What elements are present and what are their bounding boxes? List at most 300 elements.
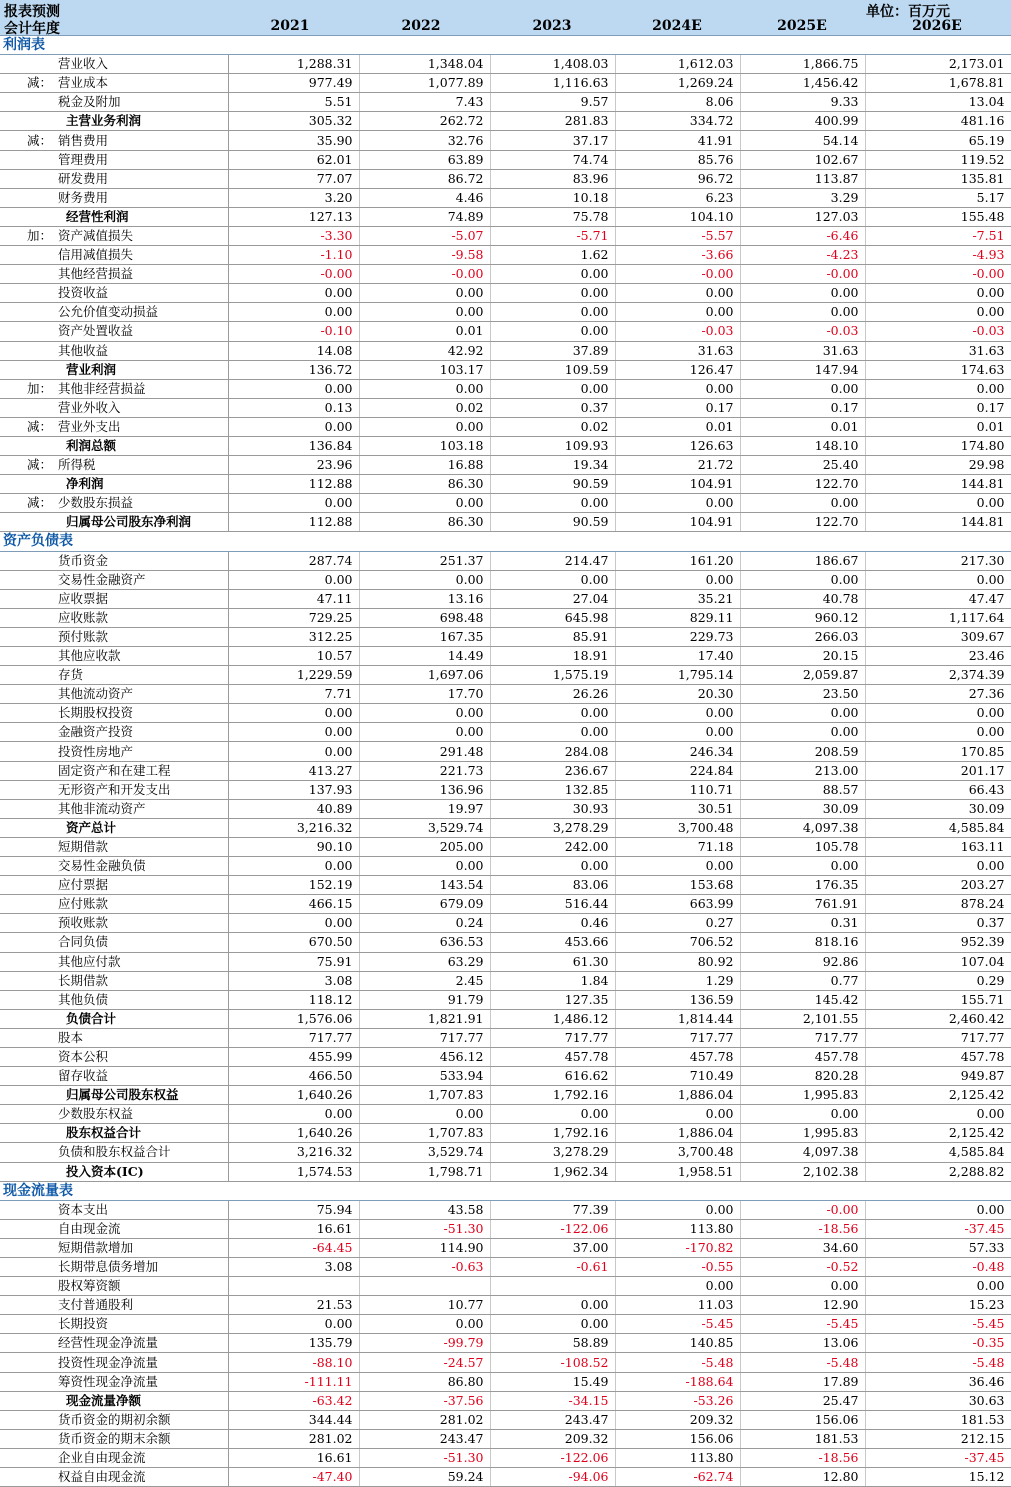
value-cell: 0.01 [740,417,865,436]
value-cell: -0.10 [228,322,359,341]
value-cell: 102.67 [740,150,865,169]
value-cell: 284.08 [490,742,615,761]
row-prefix [0,360,58,379]
row-label: 留存收益 [58,1067,228,1086]
table-row [0,685,1011,704]
value-cell: -0.03 [615,322,740,341]
value-cell: 1,886.04 [615,1086,740,1105]
value-cell: 15.23 [865,1296,1011,1315]
value-cell: 0.00 [359,857,490,876]
table-row [0,570,1011,589]
value-cell: 281.02 [228,1429,359,1448]
row-prefix [0,150,58,169]
value-cell: 4,097.38 [740,818,865,837]
value-cell: 0.02 [490,417,615,436]
value-cell: -3.30 [228,226,359,245]
row-label: 其他非经营损益 [58,379,228,398]
value-cell: 533.94 [359,1067,490,1086]
value-cell: 2,173.01 [865,55,1011,74]
value-cell: 0.00 [740,1105,865,1124]
value-cell: -108.52 [490,1353,615,1372]
table-row [0,1219,1011,1238]
value-cell: 132.85 [490,780,615,799]
value-cell: 20.15 [740,647,865,666]
value-cell: 0.00 [490,723,615,742]
row-prefix: 加： [0,226,58,245]
value-cell: 0.00 [359,704,490,723]
value-cell: 0.00 [228,303,359,322]
value-cell: 616.62 [490,1067,615,1086]
value-cell: 30.93 [490,799,615,818]
value-cell: 40.78 [740,589,865,608]
value-cell: 113.80 [615,1219,740,1238]
value-cell: 35.21 [615,589,740,608]
value-cell: 0.00 [615,857,740,876]
row-label: 利润总额 [58,436,228,455]
forecast-table [0,36,1011,1487]
row-prefix [0,914,58,933]
value-cell: 3,529.74 [359,818,490,837]
table-row [0,1277,1011,1296]
value-cell: 90.10 [228,837,359,856]
value-cell: 455.99 [228,1047,359,1066]
value-cell: 40.89 [228,799,359,818]
value-cell: 155.48 [865,207,1011,226]
value-cell: 181.53 [865,1410,1011,1429]
value-cell: 29.98 [865,456,1011,475]
value-cell: 23.46 [865,647,1011,666]
year-header: 2022 [401,18,441,34]
value-cell: -0.00 [865,265,1011,284]
table-row [0,990,1011,1009]
section-header [0,36,1011,55]
value-cell: -188.64 [615,1372,740,1391]
value-cell: 83.06 [490,876,615,895]
value-cell: 122.70 [740,513,865,532]
value-cell: 0.00 [228,914,359,933]
value-cell: -18.56 [740,1219,865,1238]
value-cell: 1,821.91 [359,1009,490,1028]
table-row [0,895,1011,914]
value-cell: 400.99 [740,112,865,131]
value-cell: 119.52 [865,150,1011,169]
value-cell: 74.89 [359,207,490,226]
value-cell: 126.63 [615,436,740,455]
value-cell: 2,125.42 [865,1086,1011,1105]
value-cell: 16.88 [359,456,490,475]
value-cell: 3,529.74 [359,1143,490,1162]
value-cell: -62.74 [615,1468,740,1487]
value-cell: 0.00 [490,284,615,303]
value-cell: 1,229.59 [228,666,359,685]
value-cell: 344.44 [228,1410,359,1429]
value-cell: 0.37 [865,914,1011,933]
value-cell: 86.72 [359,169,490,188]
value-cell: 1,814.44 [615,1009,740,1028]
value-cell: 0.00 [359,1315,490,1334]
value-cell: -5.48 [615,1353,740,1372]
value-cell: 0.00 [615,303,740,322]
value-cell: 127.35 [490,990,615,1009]
value-cell: 0.17 [865,398,1011,417]
value-cell: 104.91 [615,513,740,532]
row-prefix [0,1296,58,1315]
value-cell: 107.04 [865,952,1011,971]
table-row [0,742,1011,761]
value-cell: 0.00 [865,723,1011,742]
row-label: 预付账款 [58,627,228,646]
value-cell: 4,585.84 [865,1143,1011,1162]
value-cell: 2,288.82 [865,1162,1011,1181]
row-label: 经营性利润 [58,207,228,226]
table-row [0,456,1011,475]
value-cell: 140.85 [615,1334,740,1353]
row-label: 营业外支出 [58,417,228,436]
value-cell: -111.11 [228,1372,359,1391]
value-cell: 516.44 [490,895,615,914]
value-cell: 2,374.39 [865,666,1011,685]
value-cell: 2,102.38 [740,1162,865,1181]
value-cell: 698.48 [359,608,490,627]
value-cell: 1,707.83 [359,1086,490,1105]
value-cell: 3,278.29 [490,1143,615,1162]
row-prefix [0,1047,58,1066]
table-row [0,246,1011,265]
value-cell: 88.57 [740,780,865,799]
value-cell: 281.02 [359,1410,490,1429]
value-cell: -122.06 [490,1448,615,1467]
value-cell: 0.00 [615,1277,740,1296]
value-cell: 148.10 [740,436,865,455]
value-cell: 114.90 [359,1238,490,1257]
value-cell: -37.56 [359,1391,490,1410]
row-prefix [0,436,58,455]
value-cell: 0.00 [228,704,359,723]
value-cell: 104.91 [615,475,740,494]
value-cell: 47.47 [865,589,1011,608]
value-cell: -0.55 [615,1258,740,1277]
row-label: 所得税 [58,456,228,475]
row-prefix [0,1372,58,1391]
value-cell: 77.39 [490,1200,615,1219]
row-prefix [0,971,58,990]
value-cell: 86.30 [359,475,490,494]
value-cell: 136.59 [615,990,740,1009]
value-cell: 42.92 [359,341,490,360]
row-label: 研发费用 [58,169,228,188]
row-label: 应收账款 [58,608,228,627]
value-cell: 5.51 [228,93,359,112]
value-cell: 221.73 [359,761,490,780]
table-row [0,207,1011,226]
row-label: 资本公积 [58,1047,228,1066]
value-cell: 0.24 [359,914,490,933]
value-cell: 36.46 [865,1372,1011,1391]
row-prefix [0,1468,58,1487]
value-cell: 0.00 [490,1105,615,1124]
table-row [0,952,1011,971]
value-cell: 717.77 [740,1028,865,1047]
value-cell: 0.00 [865,570,1011,589]
row-label: 投资收益 [58,284,228,303]
row-label: 投入资本(IC) [58,1162,228,1181]
value-cell: 43.58 [359,1200,490,1219]
row-prefix [0,1258,58,1277]
row-label: 短期借款 [58,837,228,856]
value-cell: 12.80 [740,1468,865,1487]
unit-label: 单位：百万元 [866,4,950,20]
year-header: 2024E [652,18,702,34]
row-label: 资本支出 [58,1200,228,1219]
value-cell: 65.19 [865,131,1011,150]
value-cell: 3,700.48 [615,1143,740,1162]
value-cell [490,1277,615,1296]
value-cell: 163.11 [865,837,1011,856]
value-cell: 71.18 [615,837,740,856]
value-cell: 0.00 [740,723,865,742]
row-prefix [0,685,58,704]
value-cell: 679.09 [359,895,490,914]
value-cell: 305.32 [228,112,359,131]
value-cell: 86.80 [359,1372,490,1391]
value-cell: 0.31 [740,914,865,933]
value-cell: -88.10 [228,1353,359,1372]
value-cell: 170.85 [865,742,1011,761]
row-prefix: 减： [0,417,58,436]
value-cell: 3.08 [228,971,359,990]
table-row [0,188,1011,207]
table-row [0,417,1011,436]
value-cell: 7.71 [228,685,359,704]
value-cell: 0.00 [359,303,490,322]
value-cell: 161.20 [615,551,740,570]
value-cell: 0.00 [865,1200,1011,1219]
table-row [0,322,1011,341]
value-cell: 1,408.03 [490,55,615,74]
row-label: 其他流动资产 [58,685,228,704]
value-cell: 47.11 [228,589,359,608]
table-row [0,475,1011,494]
row-label: 货币资金的期末余额 [58,1429,228,1448]
value-cell: 0.00 [615,1105,740,1124]
value-cell: 0.00 [865,1277,1011,1296]
value-cell: 0.00 [865,1105,1011,1124]
value-cell: 63.89 [359,150,490,169]
value-cell: 83.96 [490,169,615,188]
table-row [0,627,1011,646]
row-prefix [0,1219,58,1238]
value-cell: 3.08 [228,1258,359,1277]
row-prefix [0,1410,58,1429]
table-row [0,379,1011,398]
row-label: 金融资产投资 [58,723,228,742]
value-cell: 77.07 [228,169,359,188]
row-label: 长期带息债务增加 [58,1258,228,1277]
table-row [0,837,1011,856]
row-label: 存货 [58,666,228,685]
value-cell: 0.00 [865,857,1011,876]
value-cell: 0.00 [359,494,490,513]
row-label: 其他应收款 [58,647,228,666]
row-label: 归属母公司股东权益 [58,1086,228,1105]
value-cell: 66.43 [865,780,1011,799]
value-cell: 0.46 [490,914,615,933]
value-cell: 0.00 [228,1105,359,1124]
row-prefix [0,1391,58,1410]
row-prefix [0,1162,58,1181]
table-row [0,1047,1011,1066]
value-cell: 0.00 [615,284,740,303]
value-cell: -170.82 [615,1238,740,1257]
row-label: 资产减值损失 [58,226,228,245]
table-row [0,1162,1011,1181]
section-title: 资产负债表 [0,532,1011,551]
table-row [0,1448,1011,1467]
value-cell: 147.94 [740,360,865,379]
year-header: 2021 [270,18,310,34]
table-row [0,1009,1011,1028]
row-prefix [0,475,58,494]
table-row [0,933,1011,952]
row-prefix [0,837,58,856]
table-row [0,876,1011,895]
value-cell: 224.84 [615,761,740,780]
value-cell: -0.00 [615,265,740,284]
value-cell: 0.00 [865,494,1011,513]
value-cell: 21.53 [228,1296,359,1315]
value-cell: -5.45 [740,1315,865,1334]
table-row [0,112,1011,131]
row-label: 管理费用 [58,150,228,169]
row-prefix [0,876,58,895]
row-prefix: 减： [0,494,58,513]
value-cell: 63.29 [359,952,490,971]
table-row [0,284,1011,303]
value-cell: 58.89 [490,1334,615,1353]
row-prefix [0,723,58,742]
value-cell: 456.12 [359,1047,490,1066]
row-label: 少数股东权益 [58,1105,228,1124]
row-label: 交易性金融负债 [58,857,228,876]
value-cell: 136.96 [359,780,490,799]
value-cell: 37.89 [490,341,615,360]
row-label: 归属母公司股东净利润 [58,513,228,532]
value-cell: 12.90 [740,1296,865,1315]
value-cell: 0.00 [228,1315,359,1334]
value-cell: 0.00 [359,1105,490,1124]
value-cell: 663.99 [615,895,740,914]
table-row [0,169,1011,188]
value-cell: 80.92 [615,952,740,971]
value-cell: 62.01 [228,150,359,169]
value-cell: 0.01 [359,322,490,341]
table-row [0,360,1011,379]
value-cell: -5.57 [615,226,740,245]
value-cell: 0.00 [228,742,359,761]
row-label: 销售费用 [58,131,228,150]
row-label: 应付账款 [58,895,228,914]
value-cell: 0.00 [359,417,490,436]
value-cell: 1,640.26 [228,1124,359,1143]
row-label: 信用减值损失 [58,246,228,265]
value-cell: 717.77 [228,1028,359,1047]
value-cell: 0.00 [865,704,1011,723]
value-cell: 176.35 [740,876,865,895]
value-cell: 213.00 [740,761,865,780]
row-prefix [0,761,58,780]
value-cell: 1,866.75 [740,55,865,74]
value-cell: 155.71 [865,990,1011,1009]
table-row [0,647,1011,666]
value-cell: 156.06 [615,1429,740,1448]
value-cell: 0.00 [740,857,865,876]
value-cell: 126.47 [615,360,740,379]
value-cell: 201.17 [865,761,1011,780]
value-cell: -24.57 [359,1353,490,1372]
value-cell: 19.97 [359,799,490,818]
value-cell: 3.20 [228,188,359,207]
value-cell: 85.91 [490,627,615,646]
value-cell: 1,962.34 [490,1162,615,1181]
row-label: 其他负债 [58,990,228,1009]
value-cell: -34.15 [490,1391,615,1410]
value-cell: 9.33 [740,93,865,112]
value-cell: 0.00 [490,303,615,322]
row-prefix [0,1277,58,1296]
table-row [0,1353,1011,1372]
table-row [0,150,1011,169]
value-cell: 25.47 [740,1391,865,1410]
table-row [0,818,1011,837]
value-cell: 35.90 [228,131,359,150]
value-cell: 949.87 [865,1067,1011,1086]
value-cell: 2,125.42 [865,1124,1011,1143]
value-cell: 0.00 [615,494,740,513]
value-cell: 0.02 [359,398,490,417]
row-prefix [0,1105,58,1124]
row-prefix [0,1028,58,1047]
table-row [0,704,1011,723]
value-cell: 92.86 [740,952,865,971]
value-cell: -5.45 [615,1315,740,1334]
value-cell: 26.26 [490,685,615,704]
value-cell: 717.77 [865,1028,1011,1047]
value-cell: 878.24 [865,895,1011,914]
row-prefix [0,780,58,799]
value-cell: -0.48 [865,1258,1011,1277]
value-cell: 90.59 [490,513,615,532]
value-cell: 262.72 [359,112,490,131]
row-prefix: 加： [0,379,58,398]
row-label: 其他经营损益 [58,265,228,284]
value-cell: 0.27 [615,914,740,933]
value-cell: 1,995.83 [740,1086,865,1105]
table-row [0,131,1011,150]
row-label: 股东权益合计 [58,1124,228,1143]
row-prefix [0,1238,58,1257]
value-cell: -9.58 [359,246,490,265]
row-label: 权益自由现金流 [58,1468,228,1487]
value-cell: -51.30 [359,1448,490,1467]
table-row [0,74,1011,93]
value-cell: 113.80 [615,1448,740,1467]
value-cell: 37.00 [490,1238,615,1257]
row-label: 净利润 [58,475,228,494]
value-cell: -99.79 [359,1334,490,1353]
value-cell: 75.78 [490,207,615,226]
table-row [0,1410,1011,1429]
table-row [0,780,1011,799]
